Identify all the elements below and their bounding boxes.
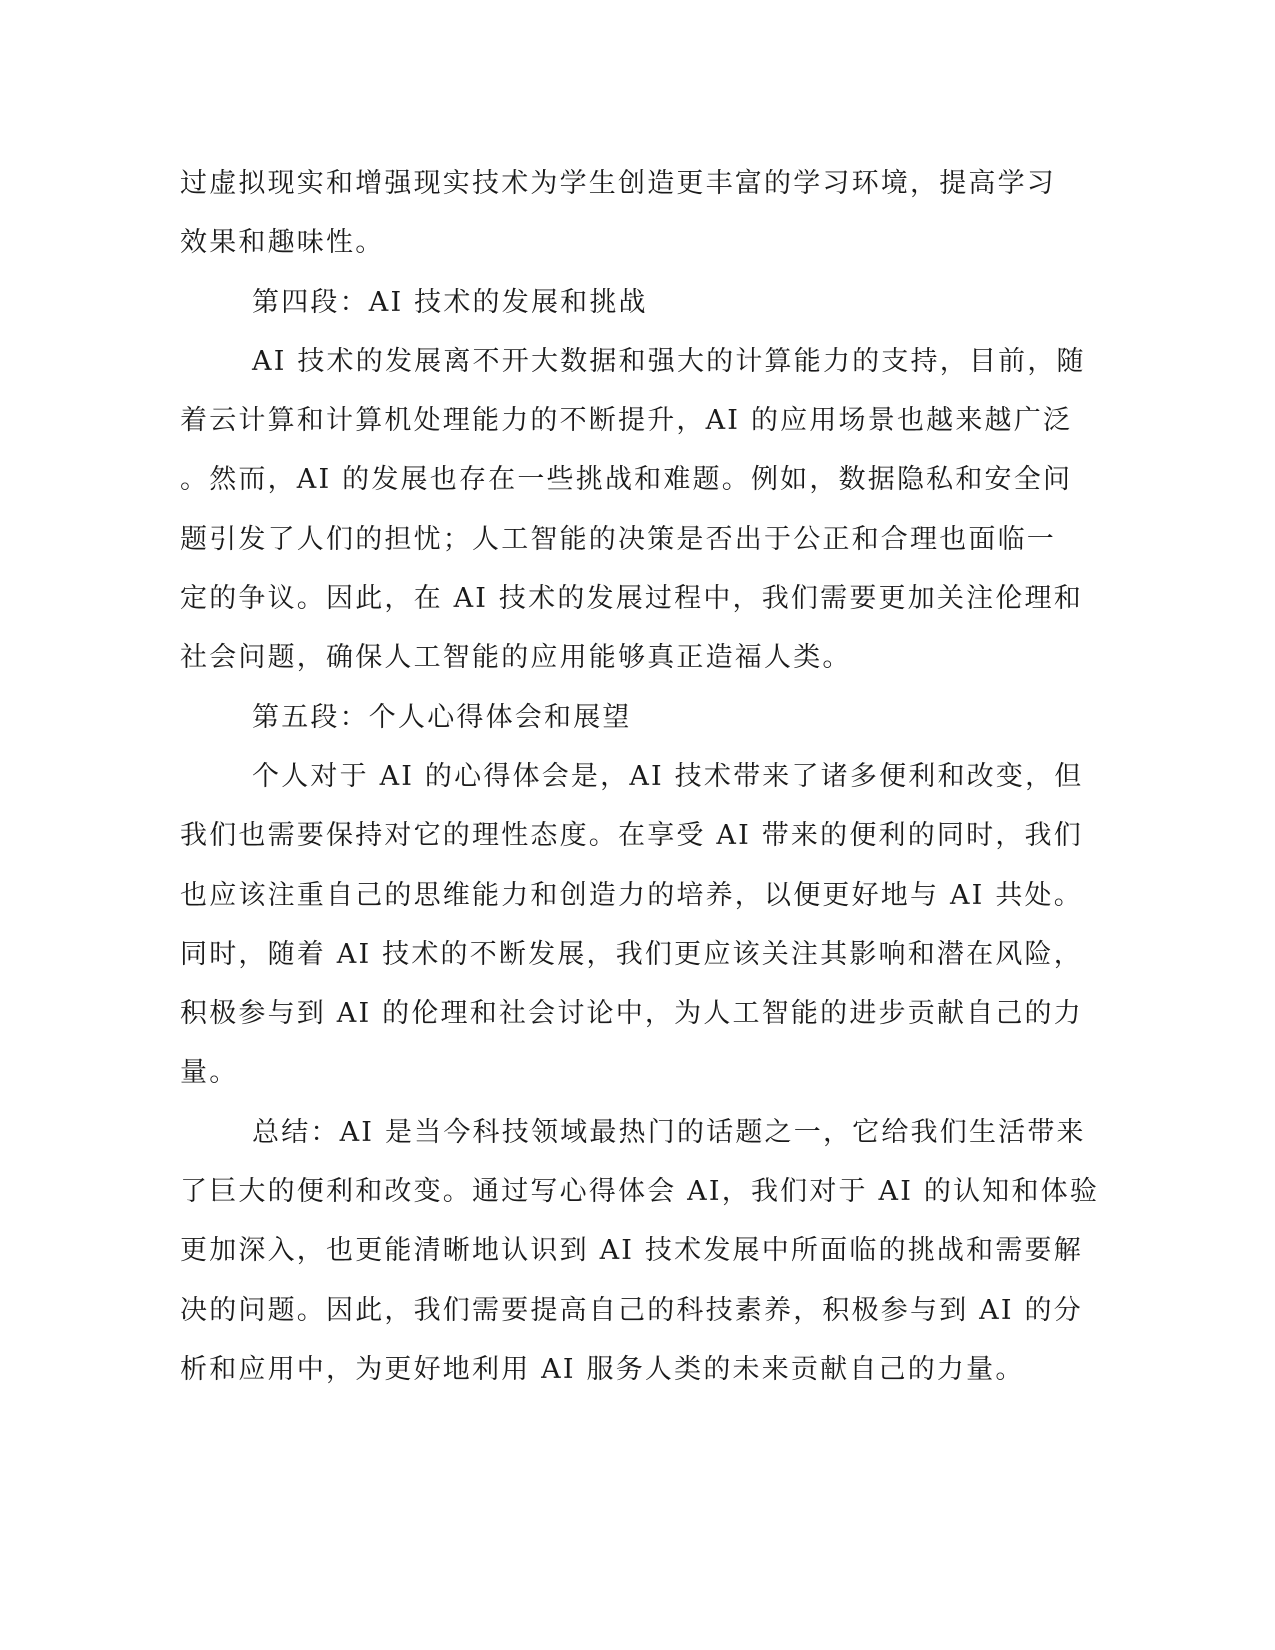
text-line: 量。 (180, 1057, 239, 1089)
section-heading-4: 第四段：AI 技术的发展和挑战 (252, 286, 648, 318)
paragraph-4 (180, 332, 1086, 688)
text-line: 我们也需要保持对它的理性态度。在享受 AI 带来的便利的同时，我们 (180, 820, 1083, 852)
text-line: 效果和趣味性。 (180, 227, 385, 259)
text-line: 了巨大的便利和改变。通过写心得体会 AI，我们对于 AI 的认知和体验 (180, 1176, 1100, 1208)
text-line: 积极参与到 AI 的伦理和社会讨论中，为人工智能的进步贡献自己的力 (180, 998, 1083, 1030)
text-line: 总结：AI 是当今科技领域最热门的话题之一，它给我们生活带来 (252, 1116, 1086, 1148)
paragraph-5 (180, 747, 1084, 1103)
document-body (180, 154, 1100, 1399)
text-line: 着云计算和计算机处理能力的不断提升，AI 的应用场景也越来越广泛 (180, 405, 1073, 437)
text-line: 决的问题。因此，我们需要提高自己的科技素养，积极参与到 AI 的分 (180, 1294, 1083, 1326)
paragraph-intro-continuation (180, 154, 1056, 273)
text-line: 也应该注重自己的思维能力和创造力的培养，以便更好地与 AI 共处。 (180, 879, 1083, 911)
text-line: 。然而，AI 的发展也存在一些挑战和难题。例如，数据隐私和安全问 (180, 464, 1073, 496)
text-line: 定的争议。因此，在 AI 技术的发展过程中，我们需要更加关注伦理和 (180, 583, 1083, 615)
paragraph-summary (180, 1103, 1100, 1399)
text-line: 同时，随着 AI 技术的不断发展，我们更应该关注其影响和潜在风险， (180, 938, 1083, 970)
text-line: 析和应用中，为更好地利用 AI 服务人类的未来贡献自己的力量。 (180, 1353, 1025, 1385)
text-line: AI 技术的发展离不开大数据和强大的计算能力的支持，目前，随 (252, 345, 1086, 377)
text-line: 更加深入，也更能清晰地认识到 AI 技术发展中所面临的挑战和需要解 (180, 1235, 1083, 1267)
text-line: 个人对于 AI 的心得体会是，AI 技术带来了诸多便利和改变，但 (252, 760, 1084, 792)
text-line: 社会问题，确保人工智能的应用能够真正造福人类。 (180, 642, 852, 674)
text-line: 题引发了人们的担忧；人工智能的决策是否出于公正和合理也面临一 (180, 523, 1056, 555)
text-line: 过虚拟现实和增强现实技术为学生创造更丰富的学习环境，提高学习 (180, 168, 1056, 199)
section-heading-5: 第五段：个人心得体会和展望 (252, 701, 632, 733)
